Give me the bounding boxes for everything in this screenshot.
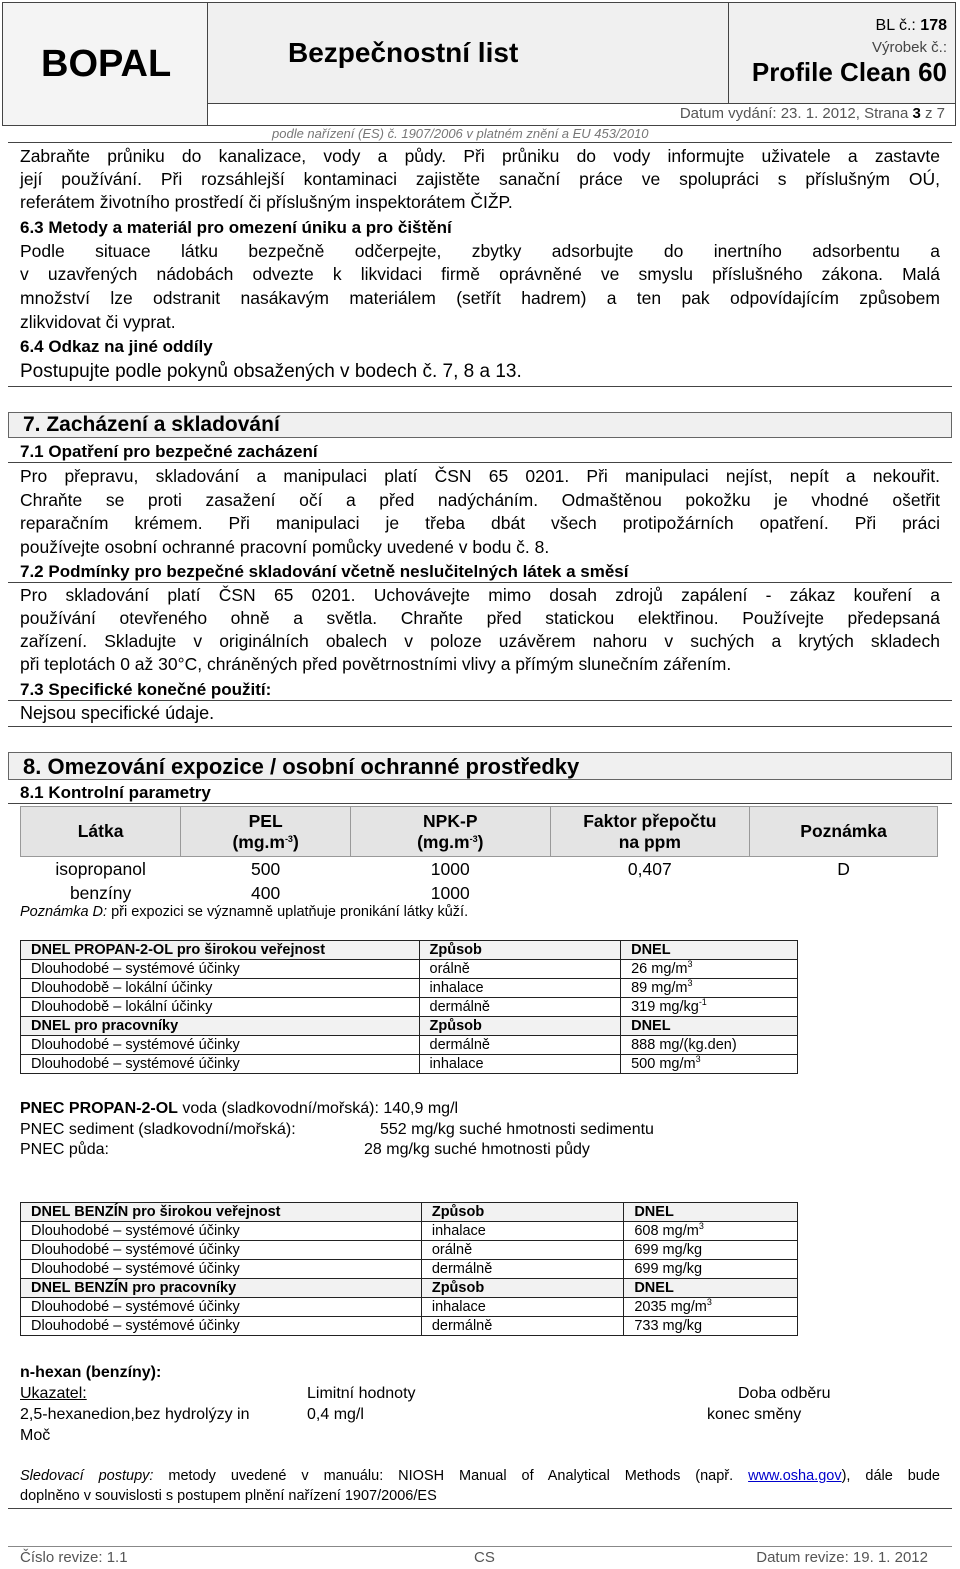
ctable-cell: 1000: [430, 882, 470, 903]
p64: Postupujte podle pokynů obsažených v bodech č. 7, 8 a 13.: [20, 361, 522, 382]
footer-rule: [8, 1546, 952, 1547]
table-row: [21, 1203, 798, 1222]
p71-line-4: používejte osobní ochranné pracovní pomůcky uvedené v bodu č. 8.: [20, 537, 550, 557]
pnec-line-3-label: PNEC půda:: [20, 1141, 109, 1158]
ctable-h-latka: Látka: [21, 807, 181, 857]
ctable-h-note: Poznámka: [750, 807, 938, 857]
ctable-cell: 500: [251, 858, 281, 879]
section-8-header: [8, 752, 952, 780]
header-divider: [208, 103, 955, 104]
ctable-cell: D: [837, 858, 850, 879]
rule-7-2: [8, 582, 952, 583]
section-7-header: [8, 412, 952, 438]
pnec-line-2-label: PNEC sediment (sladkovodní/mořská):: [20, 1121, 296, 1138]
table-row: [21, 1298, 798, 1317]
table-row: [21, 998, 798, 1017]
table-row: [21, 881, 938, 905]
dnel-cell: dermálně: [419, 998, 621, 1017]
section-8-title: 8. Omezování expozice / osobní ochranné prostředky: [23, 754, 580, 779]
dnel-cell: inhalace: [421, 1298, 623, 1317]
dnel-cell: 2035 $mg/m^3$: [624, 1298, 798, 1317]
nhexan-r2: Moč: [20, 1427, 51, 1444]
nhexan-h-doba: Doba odběru: [738, 1385, 831, 1402]
table-row: [21, 1055, 798, 1074]
dnel-cell: 26 $mg/m^3$: [621, 960, 798, 979]
dnel-cell: DNEL: [624, 1203, 798, 1222]
heading-8-1: 8.1 Kontrolní parametry: [20, 783, 211, 802]
header-title-area: [208, 3, 728, 103]
section-8-end-rule: [8, 1508, 952, 1509]
pnec-line-2-value: 552 mg/kg suché hmotnosti sedimentu: [380, 1121, 654, 1138]
table-row: [21, 1317, 798, 1336]
p71-line-1: Pro přepravu, skladování a manipulaci platí ČSN 65 0201. Při manipulaci nejíst, nepít a nekouřit.: [20, 466, 940, 486]
dnel-cell: Dlouhodobé – systémové účinky: [21, 1055, 420, 1074]
heading-7-1: 7.1 Opatření pro bezpečné zacházení: [20, 442, 318, 461]
pnec-line-3-value: 28 mg/kg suché hmotnosti půdy: [364, 1141, 590, 1158]
ctable-header-row: [21, 807, 938, 857]
rule-7-1: [8, 462, 952, 463]
nhexan-h-limit: Limitní hodnoty: [307, 1385, 416, 1402]
dnel-cell: 733 mg/kg: [624, 1317, 798, 1336]
rule-7-3: [8, 700, 952, 701]
p72-line-4: při teplotách 0 až 30°C, chráněných před povětrnostními vlivy a přímým slunečním zářením.: [20, 654, 732, 674]
ctable-cell: isopropanol: [55, 858, 146, 879]
footer-rev-date: Datum revize: 19. 1. 2012: [756, 1549, 928, 1566]
p71-line-3: reparačním krémem. Při manipulaci je třeba dbát všech protipožárních opatření. Při práci: [20, 513, 940, 533]
dnel-cell: 89 $mg/m^3$: [621, 979, 798, 998]
p72-line-1: Pro skladování platí ČSN 65 0201. Uchovávejte mimo dosah zdrojů zapálení - zákaz kouření a: [20, 585, 940, 605]
p73: Nejsou specifické údaje.: [20, 703, 215, 723]
dnel-cell: DNEL pro pracovníky: [21, 1017, 420, 1036]
footer-lang: CS: [474, 1549, 495, 1566]
dnel-cell: DNEL PROPAN-2-OL pro širokou veřejnost: [21, 941, 420, 960]
dnel-cell: 319 $mg/kg^{-1}$: [621, 998, 798, 1017]
ctable-h-factor: Faktor přepočtu na ppm: [550, 807, 750, 857]
p72-line-2: používání otevřeného ohně a světla. Chraňte před statickou elektřinou. Používejte předepsaná: [20, 608, 940, 628]
table-row: [21, 960, 798, 979]
ctable-cell: 1000: [430, 858, 470, 879]
table-row: [21, 1260, 798, 1279]
company-name: BOPAL: [41, 43, 172, 85]
heading-7-2: 7.2 Podmínky pro bezpečné skladování včetně neslučitelných látek a směsí: [20, 562, 629, 581]
nhexan-r1-limit: 0,4 mg/l: [307, 1406, 364, 1423]
table-row: [21, 979, 798, 998]
document-header: [2, 2, 956, 126]
header-product-area: [728, 3, 955, 103]
ctable-cell: [550, 881, 750, 905]
nhexan-title: n-hexan (benzíny):: [20, 1364, 162, 1381]
dnel-cell: dermálně: [421, 1260, 623, 1279]
product-name: Profile Clean 60: [751, 57, 947, 87]
dnel-cell: inhalace: [419, 1055, 621, 1074]
table-row: [21, 1222, 798, 1241]
dnel-cell: orálně: [419, 960, 621, 979]
p72-line-3: zařízení. Skladujte v originálních obalech v poloze uzávěrem nahoru v suchých a krytých skladech: [20, 631, 940, 651]
rule-8-1: [8, 803, 952, 804]
footer-revision: Číslo revize: 1.1: [20, 1549, 128, 1566]
s6-end-rule: [8, 386, 952, 387]
dnel-cell: dermálně: [419, 1036, 621, 1055]
issue-date: Datum vydání: 23. 1. 2012, Strana 3 z 7: [679, 105, 945, 122]
dnel-cell: DNEL BENZÍN pro pracovníky: [21, 1279, 422, 1298]
note-d: Poznámka D: při expozici se významně uplatňuje pronikání látky kůží.: [20, 904, 469, 920]
p71-line-2: Chraňte se proti zasažení očí a před nadýcháním. Odmaštěnou pokožku je vhodné ošetřit: [20, 490, 940, 510]
heading-6-3: 6.3 Metody a materiál pro omezení úniku a pro čištění: [20, 218, 452, 237]
doc-title: Bezpečnostní list: [288, 37, 519, 68]
dnel-cell: DNEL: [621, 1017, 798, 1036]
table-row: [21, 1241, 798, 1260]
ctable-h-npk: NPK-P $(mg.m^{-3})$: [351, 807, 550, 857]
nhexan-r1-doba: konec směny: [707, 1406, 802, 1423]
dnel-cell: Dlouhodobé – systémové účinky: [21, 960, 420, 979]
dnel-cell: 888 mg/(kg.den): [621, 1036, 798, 1055]
p63-line-3: množství lze odstranit nasákavým materiálem (setřít hadrem) a ten pak odpovídajícím způsobem: [20, 288, 940, 308]
dnel-cell: Dlouhodobě – lokální účinky: [21, 998, 420, 1017]
dnel-cell: Dlouhodobé – systémové účinky: [21, 1036, 420, 1055]
control-parameters-table: [20, 806, 938, 905]
dnel-cell: 608 $mg/m^3$: [624, 1222, 798, 1241]
p63-line-2: v uzavřených nádobách odvezte k likvidaci firmě oprávněné ve smyslu příslušného zákona. Malá: [20, 264, 940, 284]
dnel-cell: dermálně: [421, 1317, 623, 1336]
s7-end-rule: [8, 726, 952, 727]
dnel-cell: Dlouhodobé – systémové účinky: [21, 1317, 422, 1336]
dnel-cell: Způsob: [421, 1279, 623, 1298]
ctable-cell: [750, 881, 938, 905]
heading-7-3: 7.3 Specifické konečné použití:: [20, 680, 272, 699]
table-row: [21, 1279, 798, 1298]
table-row: [21, 1017, 798, 1036]
regulation-note: podle nařízení (ES) č. 1907/2006 v platném znění a EU 453/2010: [272, 126, 649, 141]
dnel-cell: DNEL: [621, 941, 798, 960]
dnel-cell: Dlouhodobé – systémové účinky: [21, 1222, 422, 1241]
p63-line-1: Podle situace látku bezpečně odčerpejte, zbytky adsorbujte do inertního adsorbentu a: [20, 241, 940, 261]
dnel-cell: inhalace: [421, 1222, 623, 1241]
dnel-cell: Způsob: [419, 1017, 621, 1036]
dnel-cell: Způsob: [419, 941, 621, 960]
dnel-benzin-table: [20, 1202, 798, 1336]
dnel-cell: 699 mg/kg: [624, 1241, 798, 1260]
monitoring-line-1: Sledovací postupy: metody uvedené v manuálu: NIOSH Manual of Analytical Methods (např. www.osha.gov), dále bude: [20, 1468, 940, 1484]
company-logo: [3, 3, 208, 125]
dnel-cell: Způsob: [421, 1203, 623, 1222]
bl-number: BL č.: 178: [875, 17, 947, 34]
s6-intro-line-1: Zabraňte průniku do kanalizace, vody a půdy. Při průniku do vody informujte uživatele a zastavte: [20, 146, 940, 166]
heading-6-4: 6.4 Odkaz na jiné oddíly: [20, 337, 213, 356]
table-row: [21, 941, 798, 960]
table-row: [21, 1036, 798, 1055]
dnel-cell: DNEL BENZÍN pro širokou veřejnost: [21, 1203, 422, 1222]
ctable-cell: 400: [251, 882, 281, 903]
dnel-cell: 500 $mg/m^3$: [621, 1055, 798, 1074]
dnel-cell: Dlouhodobé – systémové účinky: [21, 1241, 422, 1260]
ctable-cell: benzíny: [69, 882, 132, 903]
section-7-title: 7. Zacházení a skladování: [23, 413, 280, 436]
ctable-h-pel: PEL $(mg.m^{-3})$: [181, 807, 351, 857]
ctable-cell: 0,407: [627, 858, 672, 879]
dnel-cell: Dlouhodobě – lokální účinky: [21, 979, 420, 998]
dnel-cell: DNEL: [624, 1279, 798, 1298]
dnel-propanol-table: [20, 940, 798, 1074]
dnel-cell: Dlouhodobé – systémové účinky: [21, 1260, 422, 1279]
s6-intro-line-2: její používání. Při rozsáhlejší kontaminaci zajistěte sanační práce ve spolupráci s příslušným OÚ,: [20, 169, 940, 189]
osha-link[interactable]: www.osha.gov: [748, 1468, 842, 1484]
pnec-line-1: PNEC PROPAN-2-OL voda (sladkovodní/mořská): 140,9 mg/l: [20, 1100, 459, 1117]
dnel-cell: Dlouhodobé – systémové účinky: [21, 1298, 422, 1317]
nhexan-r1-ukazatel: 2,5-hexanedion,bez hydrolýzy in: [20, 1406, 250, 1423]
header-rule: [8, 142, 952, 143]
table-row: [21, 857, 938, 882]
product-label: Výrobek č.:: [871, 39, 947, 56]
dnel-cell: 699 mg/kg: [624, 1260, 798, 1279]
monitoring-line-2: doplněno v souvislosti s postupem plnění nařízení 1907/2006/ES: [20, 1488, 437, 1504]
dnel-cell: orálně: [421, 1241, 623, 1260]
nhexan-h-ukazatel: Ukazatel:: [20, 1385, 87, 1402]
s6-intro-line-3: referátem životního prostředí či příslušným inspektorátem ČIŽP.: [20, 192, 513, 212]
dnel-cell: inhalace: [419, 979, 621, 998]
p63-line-4: zlikvidovat či vyprat.: [20, 312, 176, 332]
